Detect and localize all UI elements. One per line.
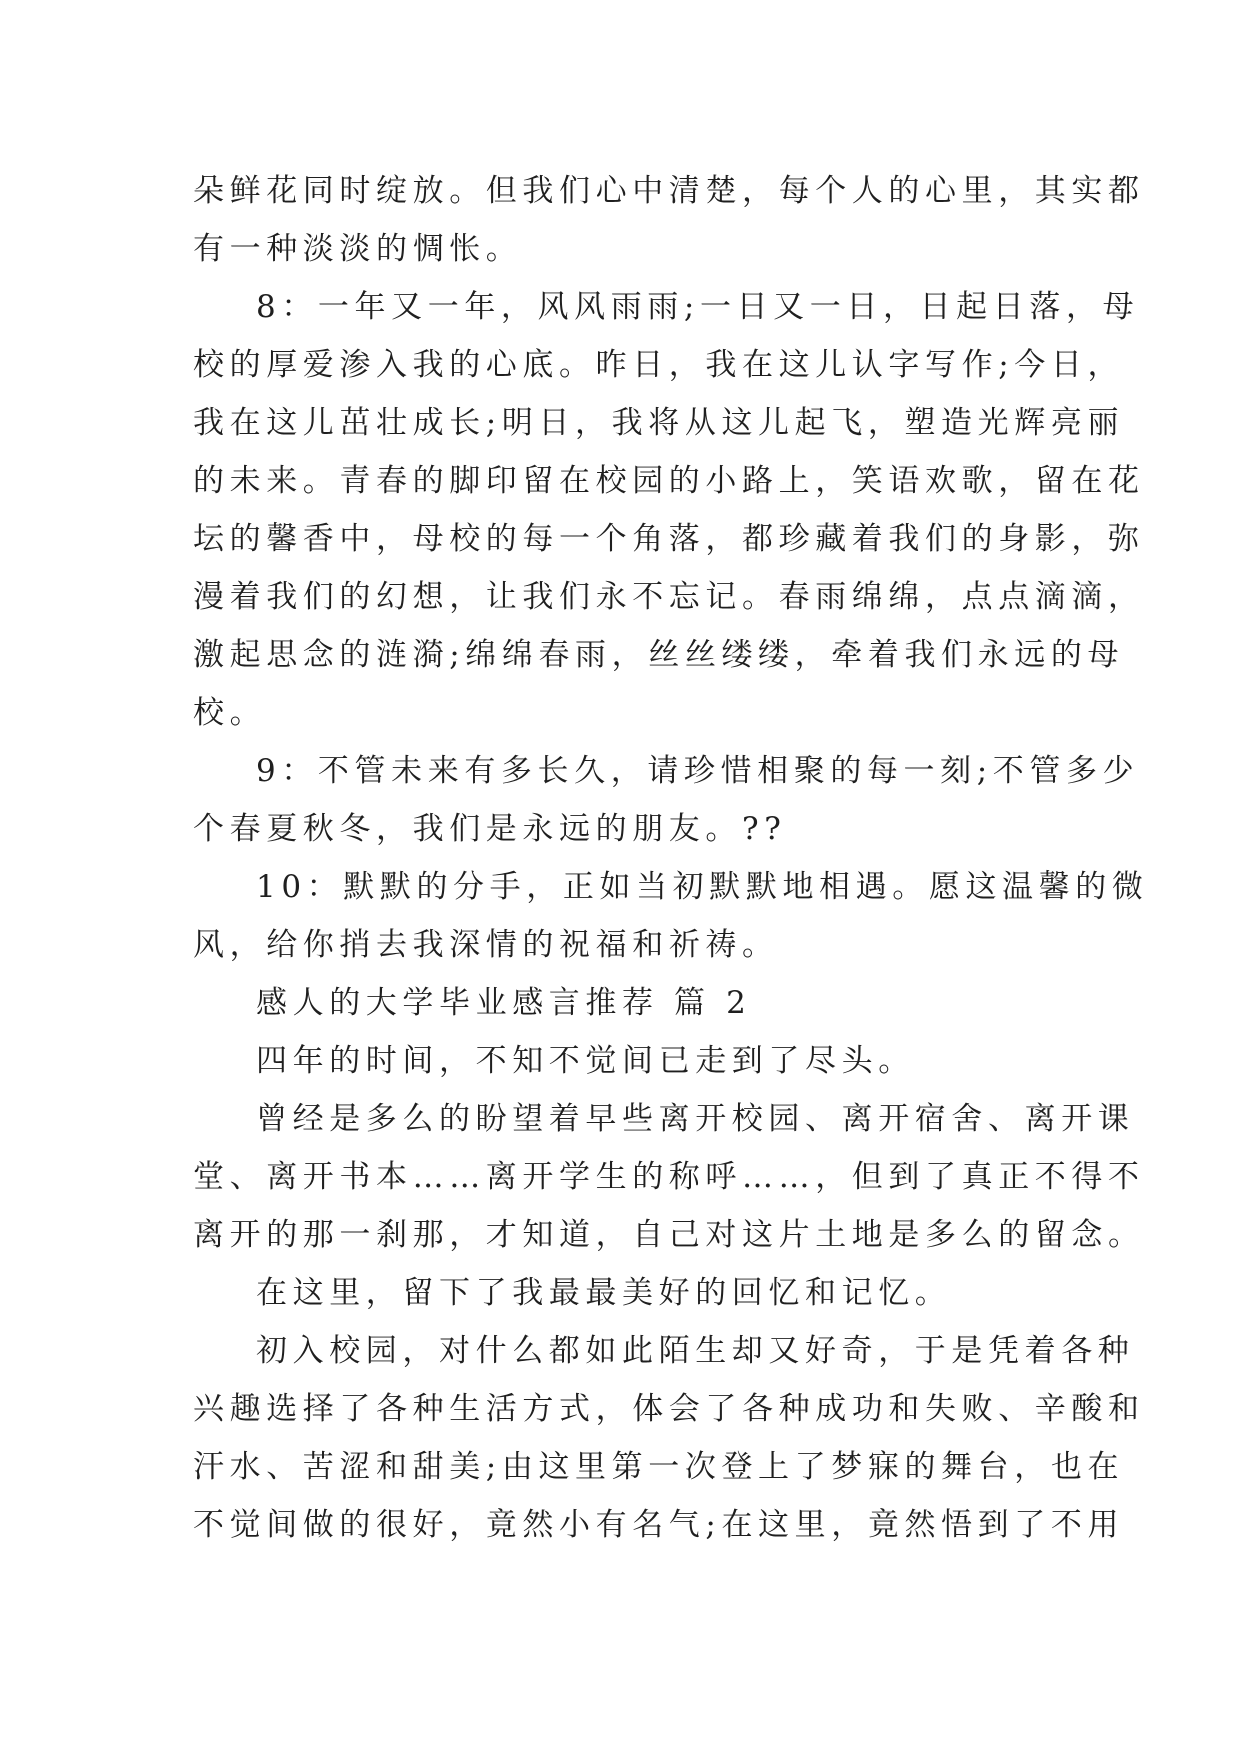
- text-line: 坛的馨香中，母校的每一个角落，都珍藏着我们的身影，弥: [193, 521, 1145, 557]
- section-heading: 感人的大学毕业感言推荐 篇 2: [256, 985, 752, 1021]
- text-line: 10：默默的分手，正如当初默默地相遇。愿这温馨的微: [256, 869, 1149, 905]
- text-line: 我在这儿茁壮成长;明日，我将从这儿起飞，塑造光辉亮丽: [193, 405, 1125, 441]
- text-line: 初入校园，对什么都如此陌生却又好奇，于是凭着各种: [256, 1333, 1135, 1369]
- text-line: 四年的时间，不知不觉间已走到了尽头。: [256, 1043, 915, 1079]
- text-line: 在这里，留下了我最最美好的回忆和记忆。: [256, 1275, 952, 1311]
- text-line: 漫着我们的幻想，让我们永不忘记。春雨绵绵，点点滴滴，: [193, 579, 1145, 615]
- text-line: 堂、离开书本……离开学生的称呼……，但到了真正不得不: [193, 1159, 1145, 1195]
- text-line: 校的厚爱渗入我的心底。昨日，我在这儿认字写作;今日，: [193, 347, 1125, 383]
- text-line: 风，给你捎去我深情的祝福和祈祷。: [193, 927, 779, 963]
- text-line: 9：不管未来有多长久，请珍惜相聚的每一刻;不管多少: [256, 753, 1140, 789]
- text-line: 不觉间做的很好，竟然小有名气;在这里，竟然悟到了不用: [193, 1507, 1125, 1543]
- text-line: 8：一年又一年，风风雨雨;一日又一日，日起日落，母: [256, 289, 1140, 325]
- text-line: 有一种淡淡的惆怅。: [193, 231, 523, 267]
- text-line: 兴趣选择了各种生活方式，体会了各种成功和失败、辛酸和: [193, 1391, 1145, 1427]
- text-line: 的未来。青春的脚印留在校园的小路上，笑语欢歌，留在花: [193, 463, 1145, 499]
- text-line: 汗水、苦涩和甜美;由这里第一次登上了梦寐的舞台，也在: [193, 1449, 1125, 1485]
- text-line: 个春夏秋冬，我们是永远的朋友。??: [193, 811, 787, 847]
- text-line: 曾经是多么的盼望着早些离开校园、离开宿舍、离开课: [256, 1101, 1135, 1137]
- text-line: 激起思念的涟漪;绵绵春雨，丝丝缕缕，牵着我们永远的母: [193, 637, 1125, 673]
- text-line: 离开的那一刹那，才知道，自己对这片土地是多么的留念。: [193, 1217, 1145, 1253]
- text-line: 朵鲜花同时绽放。但我们心中清楚，每个人的心里，其实都: [193, 173, 1145, 209]
- text-line: 校。: [193, 695, 267, 731]
